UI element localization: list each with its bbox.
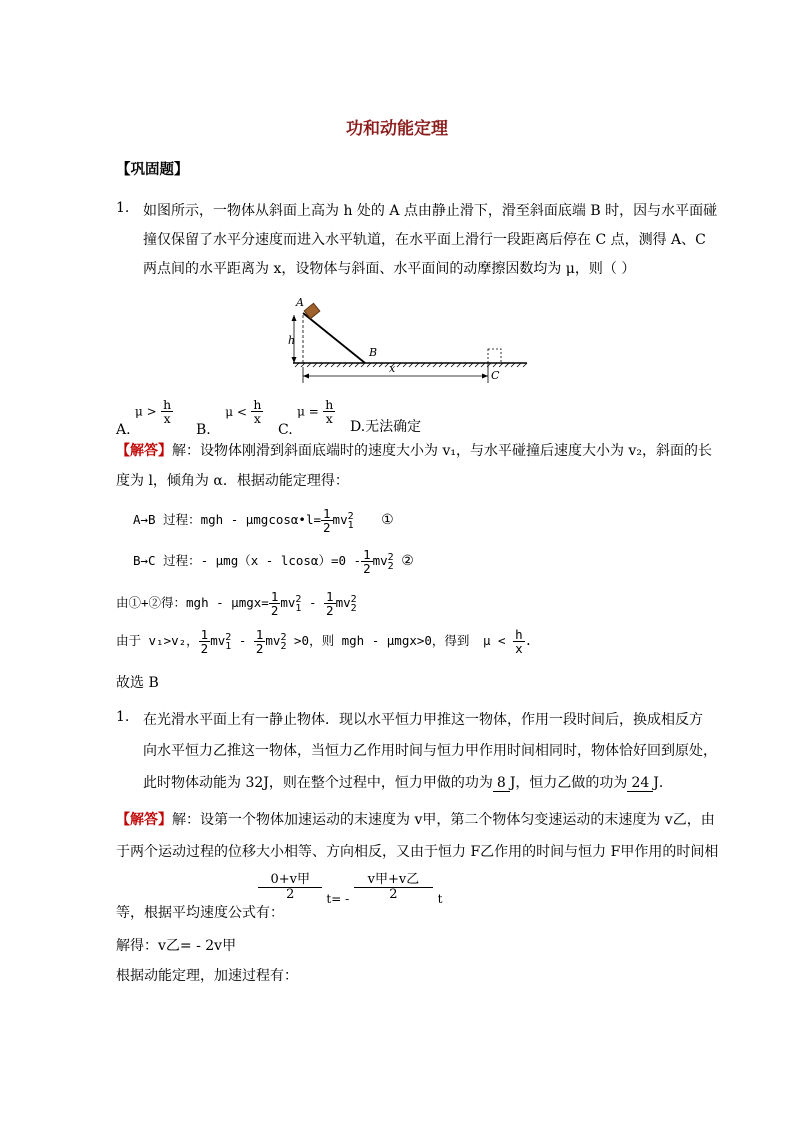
question-number: 1. <box>116 709 130 725</box>
label-h: h <box>288 334 296 347</box>
label-b: B <box>369 346 378 359</box>
average-velocity-equation: 等，根据平均速度公式有： $\frac{\text{0+v甲}}{2}$ t= - $\frac{\text{v甲+v乙}}{2}$ t <box>116 872 443 922</box>
option-d: D.无法确定 <box>350 419 422 435</box>
q1-text-line-1: 如图所示，一物体从斜面上高为 h 处的 A 点由静止滑下，滑至斜面底端 B 时，因与水平面碰 <box>143 203 718 219</box>
q1-conclusion: 故选 B <box>116 675 159 691</box>
option-b: B. μ < $\frac{h}{x}$ <box>196 397 262 438</box>
blank-answer-2: 24 <box>627 775 653 792</box>
option-c: C. μ = $\frac{h}{x}$ <box>278 397 334 438</box>
equation-bc: B→C 过程：- μmg（x - lcosα）=0 - $\frac{1}{2}$ mv 2 2 ② <box>133 547 414 577</box>
q2-answer-line-2: 于两个运动过程的位移大小相等、方向相反，又由于恒力 F乙作用的时间与恒力 F甲作用的时间相 <box>116 844 719 860</box>
inequality-line: 由于 v₁>v₂， $\frac{1}{2}$ mv 2 1 - $\frac{1}{2}$ mv 2 2 >0，则 mgh - μmgx>0，得到 μ < $\frac{h}{x}$ . <box>116 627 533 657</box>
label-c: C <box>491 369 500 382</box>
q2-text-line-2: 向水平恒力乙推这一物体，当恒力乙作用时间与恒力甲作用时间相同时，物体恰好回到原处， <box>143 743 717 759</box>
q1-text-line-2: 撞仅保留了水平分速度而进入水平轨道，在水平面上滑行一段距离后停在 C 点，测得 A、C <box>143 232 706 248</box>
q2-text-line-1: 在光滑水平面上有一静止物体．现以水平恒力甲推这一物体，作用一段时间后，换成相反方 <box>143 712 703 728</box>
q1-answer-line-2: 度为 l，倾角为 α．根据动能定理得： <box>116 473 349 489</box>
option-a: A. μ > $\frac{h}{x}$ <box>116 397 172 438</box>
q2-answer-line-1: 【解答】解：设第一个物体加速运动的末速度为 v甲，第二个物体匀变速运动的末速度为 v乙，由 <box>116 812 715 828</box>
q1-text-line-3: 两点间的水平距离为 x，设物体与斜面、水平面间的动摩擦因数均为 μ，则（ ） <box>143 261 636 277</box>
solve-line: 解得：v乙= - 2v甲 <box>116 938 237 954</box>
dynamic-theorem-line: 根据动能定理，加速过程有： <box>116 968 298 984</box>
question-number: 1. <box>116 200 130 216</box>
page-title: 功和动能定理 <box>346 119 448 139</box>
label-x: x <box>389 362 396 375</box>
label-a: A <box>296 297 304 309</box>
q1-answer-line-1: 【解答】解：设物体刚滑到斜面底端时的速度大小为 v₁，与水平碰撞后速度大小为 v₂，斜面的长 <box>116 443 712 459</box>
incline-figure <box>285 297 535 389</box>
section-heading: 【巩固题】 <box>116 161 189 178</box>
equation-ab: A→B 过程：mgh - μmgcosα•l= $\frac{1}{2}$ mv 2 1 ① <box>133 506 394 536</box>
blank-answer-1: 8 <box>493 775 510 792</box>
equation-combined: 由①+②得：mgh - μmgx= $\frac{1}{2}$ mv 2 1 - $\frac{1}{2}$ mv 2 2 <box>116 589 357 619</box>
q2-text-line-3: 此时物体动能为 32J，则在整个过程中，恒力甲做的功为 8 J，恒力乙做的功为 24 J． <box>143 775 673 791</box>
